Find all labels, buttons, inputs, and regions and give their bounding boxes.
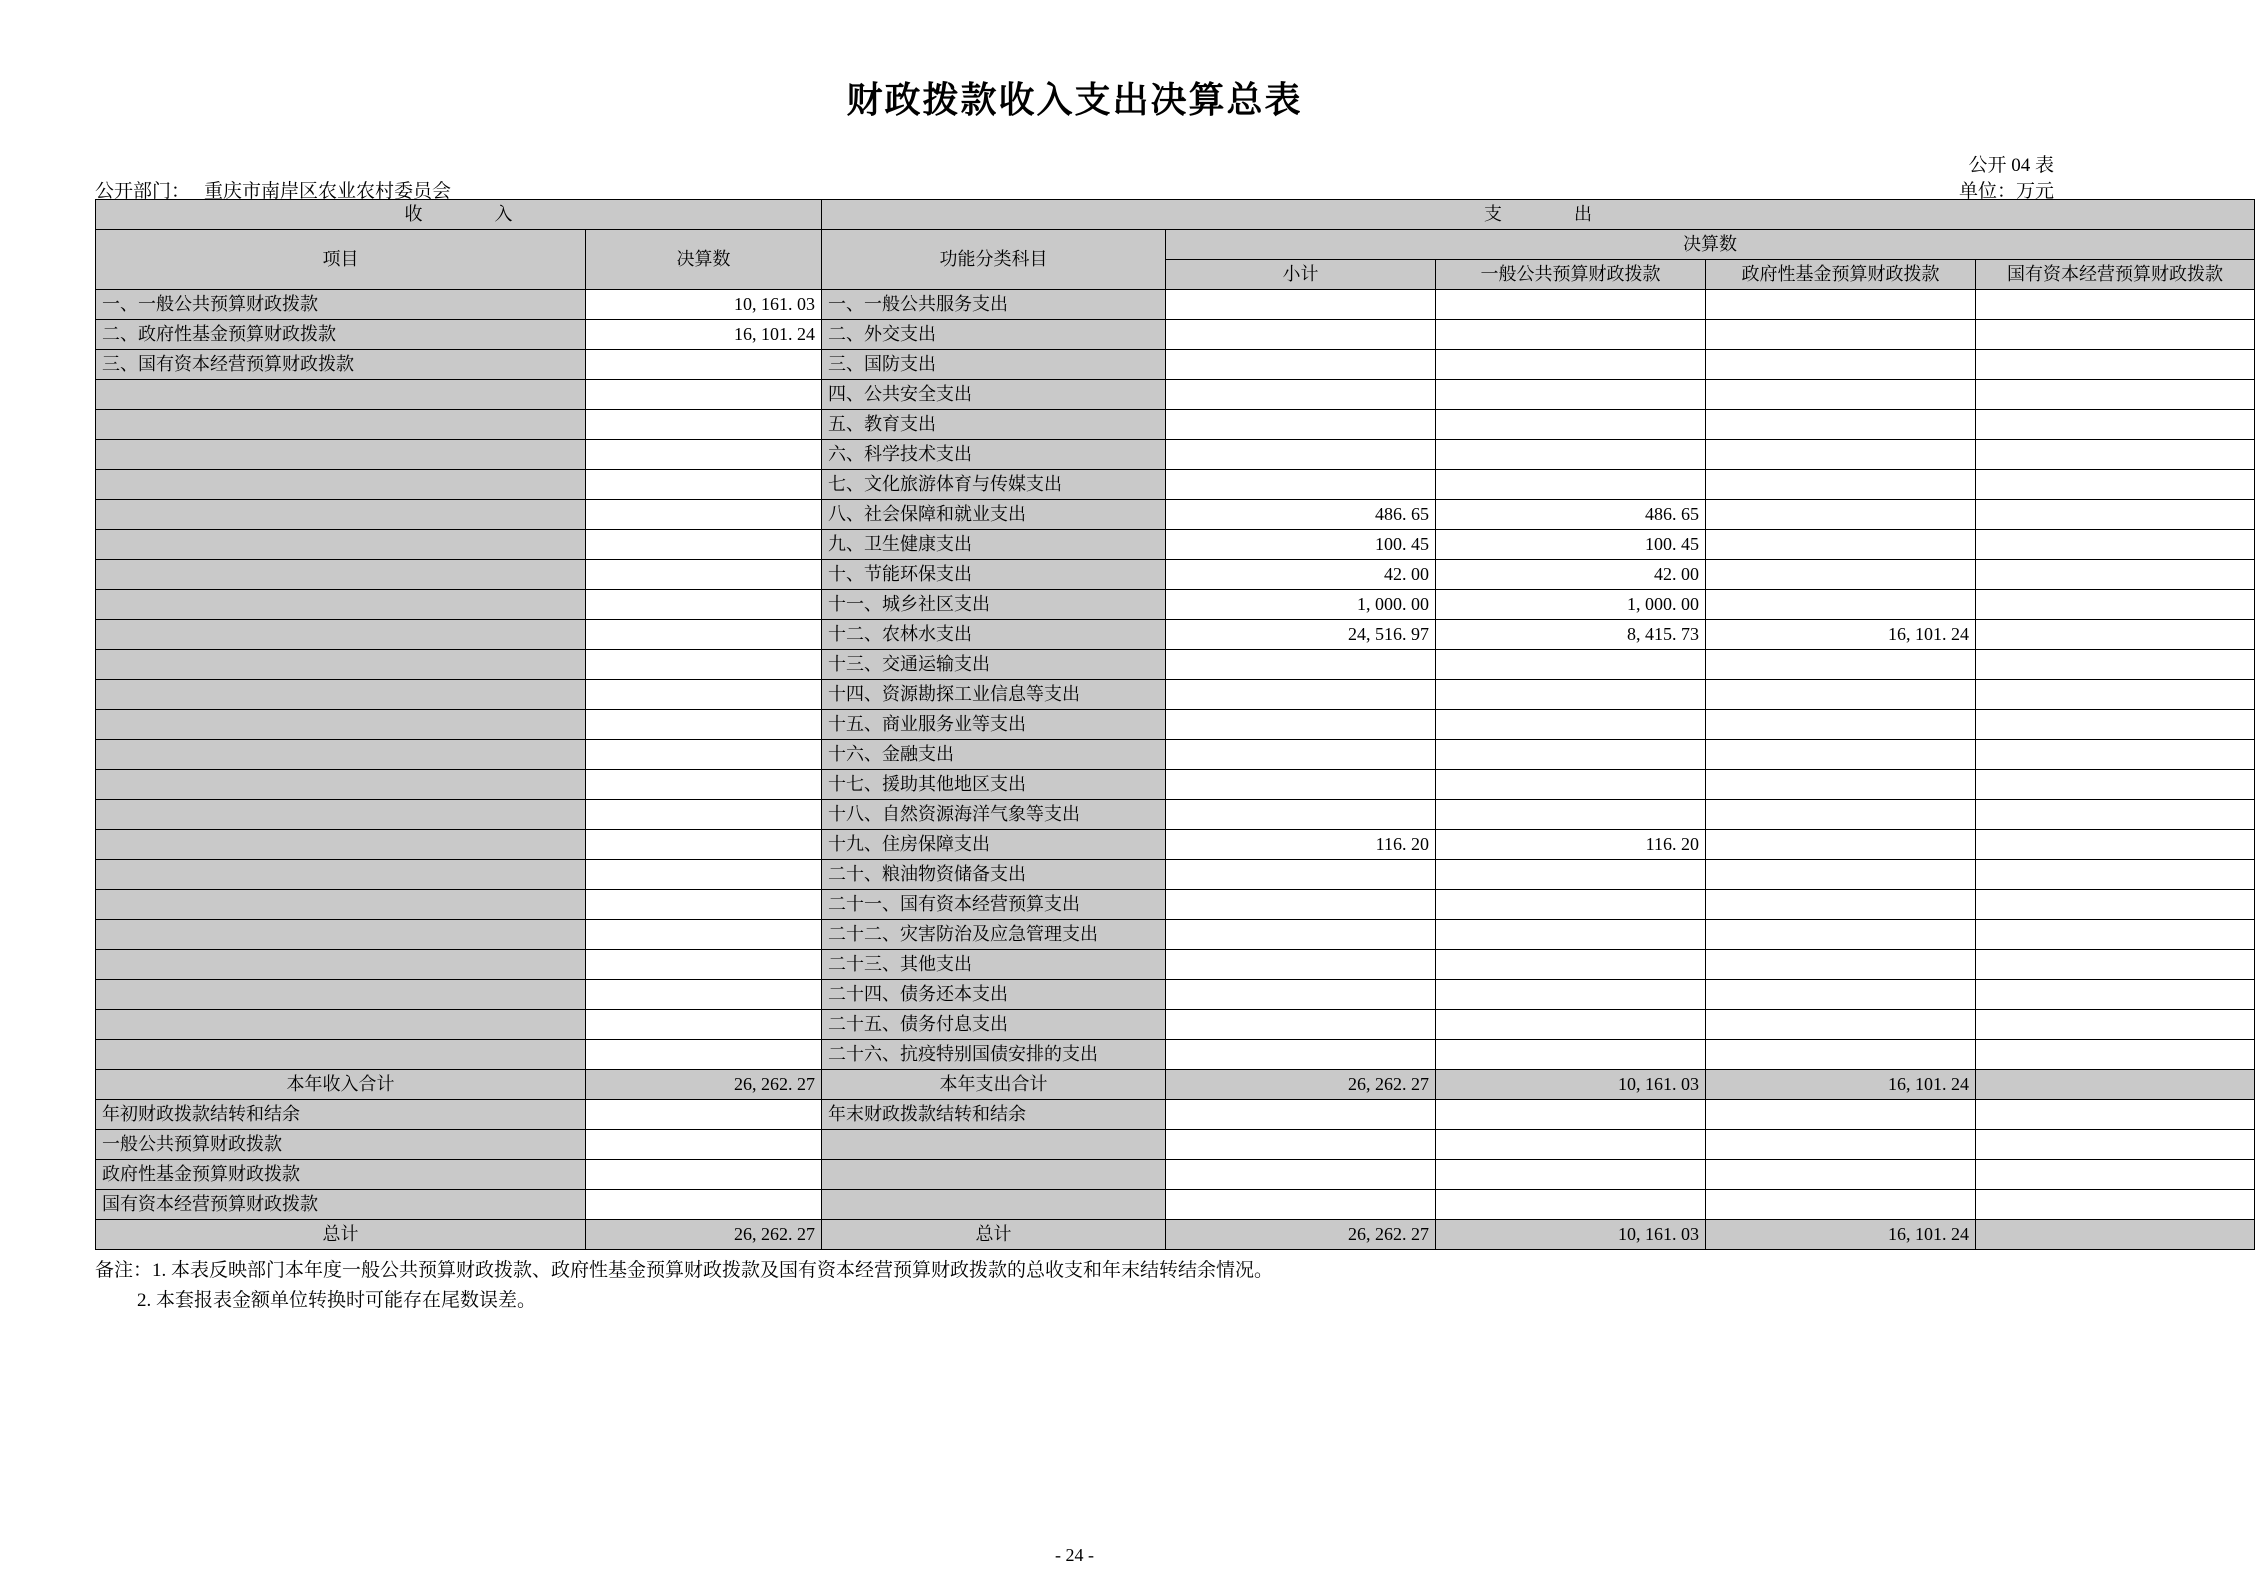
summary-fund-value: 16, 101. 24 [1706,1220,1976,1250]
expense-subtotal-value: 42. 00 [1166,560,1436,590]
expense-item-label: 十一、城乡社区支出 [822,590,1166,620]
summary-income-value [586,1190,822,1220]
expense-general-value [1436,380,1706,410]
summary-row [96,1130,2255,1160]
expense-fund-value [1706,740,1976,770]
unit-label: 单位：万元 [1958,181,2054,202]
summary-row [96,1190,2255,1220]
expense-general-value [1436,890,1706,920]
income-item-label [96,1010,586,1040]
expense-item-label: 七、文化旅游体育与传媒支出 [822,470,1166,500]
table-row [96,530,2255,560]
expense-fund-value [1706,470,1976,500]
document-page [0,72,2223,1592]
summary-income-value: 26, 262. 27 [586,1070,822,1100]
page-title: 财政拨款收入支出决算总表 [846,80,1303,120]
table-row [96,830,2255,860]
expense-fund-value [1706,830,1976,860]
income-item-value [586,770,822,800]
summary-income-label: 国有资本经营预算财政拨款 [96,1190,586,1220]
income-item-label [96,590,586,620]
expense-general-value [1436,950,1706,980]
expense-capital-value [1976,890,2255,920]
income-item-value [586,800,822,830]
table-row [96,410,2255,440]
expense-subtotal-value [1166,290,1436,320]
summary-capital-value [1976,1160,2255,1190]
expense-capital-value [1976,590,2255,620]
income-item-value [586,980,822,1010]
table-body [96,290,2255,1250]
income-item-value [586,680,822,710]
expense-fund-value [1706,590,1976,620]
summary-fund-value [1706,1190,1976,1220]
expense-item-label: 十六、金融支出 [822,740,1166,770]
expense-subtotal-value [1166,890,1436,920]
income-item-label: 三、国有资本经营预算财政拨款 [96,350,586,380]
expense-fund-value [1706,680,1976,710]
income-item-value: 16, 101. 24 [586,320,822,350]
expense-general-value [1436,770,1706,800]
expense-subtotal-value [1166,920,1436,950]
summary-capital-value [1976,1190,2255,1220]
summary-general-value [1436,1190,1706,1220]
income-item-label [96,800,586,830]
summary-subtotal-value [1166,1130,1436,1160]
expense-general-value [1436,920,1706,950]
table-row [96,980,2255,1010]
income-item-value [586,920,822,950]
expense-general-value [1436,860,1706,890]
expense-general-value: 486. 65 [1436,500,1706,530]
summary-general-value: 10, 161. 03 [1436,1070,1706,1100]
expense-subtotal-value [1166,350,1436,380]
table-row [96,710,2255,740]
income-item-label [96,740,586,770]
expense-fund-value [1706,950,1976,980]
income-item-label [96,830,586,860]
income-item-value [586,1040,822,1070]
expense-general-value [1436,1040,1706,1070]
expense-fund-value [1706,290,1976,320]
summary-subtotal-value [1166,1100,1436,1130]
table-notes [95,1256,2054,1316]
expense-item-label: 十七、援助其他地区支出 [822,770,1166,800]
expense-general-value [1436,410,1706,440]
income-item-label [96,500,586,530]
expense-capital-value [1976,620,2255,650]
expense-general-value: 116. 20 [1436,830,1706,860]
expense-capital-value [1976,440,2255,470]
summary-income-value [586,1130,822,1160]
income-item-label [96,440,586,470]
expense-subtotal-value [1166,950,1436,980]
expense-capital-value [1976,830,2255,860]
expense-general-value [1436,800,1706,830]
expense-general-value [1436,440,1706,470]
table-row [96,320,2255,350]
income-item-label [96,560,586,590]
header-expense-final: 决算数 [1166,230,2255,260]
expense-item-label: 八、社会保障和就业支出 [822,500,1166,530]
summary-income-label: 本年收入合计 [96,1070,586,1100]
expense-item-label: 六、科学技术支出 [822,440,1166,470]
expense-fund-value [1706,980,1976,1010]
summary-capital-value [1976,1130,2255,1160]
expense-fund-value [1706,710,1976,740]
table-row [96,380,2255,410]
note-line-2: 2. 本套报表金额单位转换时可能存在尾数误差。 [137,1290,537,1311]
income-item-label [96,470,586,500]
header-income-final: 决算数 [586,230,822,290]
summary-row [96,1160,2255,1190]
expense-capital-value [1976,1010,2255,1040]
expense-general-value [1436,650,1706,680]
table-row [96,740,2255,770]
expense-general-value [1436,740,1706,770]
expense-fund-value [1706,1040,1976,1070]
expense-capital-value [1976,1040,2255,1070]
expense-capital-value [1976,560,2255,590]
expense-subtotal-value [1166,740,1436,770]
expense-general-value [1436,350,1706,380]
note-line-1: 备注：1. 本表反映部门本年度一般公共预算财政拨款、政府性基金预算财政拨款及国有资本经营预算财政拨款的总收支和年末结转结余情况。 [95,1260,1274,1281]
summary-subtotal-value: 26, 262. 27 [1166,1220,1436,1250]
summary-capital-value [1976,1100,2255,1130]
expense-fund-value [1706,650,1976,680]
table-row [96,290,2255,320]
expense-capital-value [1976,770,2255,800]
department-label: 公开部门： [95,181,191,202]
table-row [96,680,2255,710]
expense-fund-value: 16, 101. 24 [1706,620,1976,650]
table-row [96,1010,2255,1040]
expense-item-label: 十三、交通运输支出 [822,650,1166,680]
summary-fund-value [1706,1130,1976,1160]
expense-subtotal-value [1166,380,1436,410]
header-state-capital: 国有资本经营预算财政拨款 [1976,260,2255,290]
summary-row [96,1070,2255,1100]
income-item-label [96,770,586,800]
expense-subtotal-value [1166,1010,1436,1040]
summary-expense-label: 总计 [822,1220,1166,1250]
expense-capital-value [1976,470,2255,500]
header-income-group: 收 入 [96,200,822,230]
summary-capital-value [1976,1220,2255,1250]
expense-fund-value [1706,440,1976,470]
table-row [96,470,2255,500]
expense-subtotal-value: 116. 20 [1166,830,1436,860]
table-row [96,950,2255,980]
expense-general-value [1436,290,1706,320]
income-item-label [96,620,586,650]
income-item-value [586,440,822,470]
expense-subtotal-value [1166,440,1436,470]
income-item-label [96,1040,586,1070]
expense-item-label: 十、节能环保支出 [822,560,1166,590]
expense-general-value [1436,680,1706,710]
summary-income-label: 政府性基金预算财政拨款 [96,1160,586,1190]
income-item-value [586,890,822,920]
expense-capital-value [1976,980,2255,1010]
expense-fund-value [1706,800,1976,830]
expense-subtotal-value [1166,980,1436,1010]
income-item-value [586,830,822,860]
expense-fund-value [1706,380,1976,410]
table-row [96,890,2255,920]
summary-income-label: 总计 [96,1220,586,1250]
expense-fund-value [1706,320,1976,350]
expense-subtotal-value [1166,770,1436,800]
expense-subtotal-value [1166,470,1436,500]
table-row [96,920,2255,950]
meta-block [95,153,2054,202]
summary-subtotal-value [1166,1190,1436,1220]
income-item-value: 10, 161. 03 [586,290,822,320]
summary-expense-label [822,1160,1166,1190]
header-general-public: 一般公共预算财政拨款 [1436,260,1706,290]
income-item-label [96,680,586,710]
header-gov-fund: 政府性基金预算财政拨款 [1706,260,1976,290]
expense-capital-value [1976,710,2255,740]
expense-fund-value [1706,530,1976,560]
expense-general-value: 100. 45 [1436,530,1706,560]
header-subtotal: 小计 [1166,260,1436,290]
expense-general-value: 42. 00 [1436,560,1706,590]
expense-subtotal-value [1166,650,1436,680]
expense-capital-value [1976,410,2255,440]
income-item-value [586,350,822,380]
expense-capital-value [1976,320,2255,350]
summary-income-value [586,1100,822,1130]
income-item-label [96,980,586,1010]
summary-subtotal-value [1166,1160,1436,1190]
expense-capital-value [1976,800,2255,830]
income-item-value [586,710,822,740]
expense-item-label: 二十一、国有资本经营预算支出 [822,890,1166,920]
income-item-label [96,380,586,410]
table-row [96,620,2255,650]
expense-item-label: 二十、粮油物资储备支出 [822,860,1166,890]
summary-expense-label: 本年支出合计 [822,1070,1166,1100]
expense-item-label: 十八、自然资源海洋气象等支出 [822,800,1166,830]
income-item-value [586,500,822,530]
expense-item-label: 二十五、债务付息支出 [822,1010,1166,1040]
expense-item-label: 十四、资源勘探工业信息等支出 [822,680,1166,710]
budget-table [95,199,2255,1250]
expense-capital-value [1976,650,2255,680]
table-row [96,770,2255,800]
expense-general-value [1436,470,1706,500]
expense-fund-value [1706,1010,1976,1040]
expense-capital-value [1976,530,2255,560]
table-row [96,1040,2255,1070]
income-item-value [586,410,822,440]
expense-subtotal-value [1166,710,1436,740]
summary-general-value: 10, 161. 03 [1436,1220,1706,1250]
income-item-value [586,740,822,770]
income-item-label [96,860,586,890]
expense-item-label: 九、卫生健康支出 [822,530,1166,560]
table-row [96,860,2255,890]
expense-item-label: 二十六、抗疫特别国债安排的支出 [822,1040,1166,1070]
summary-income-label: 年初财政拨款结转和结余 [96,1100,586,1130]
income-item-label [96,950,586,980]
expense-fund-value [1706,410,1976,440]
income-item-value [586,650,822,680]
header-function-category: 功能分类科目 [822,230,1166,290]
expense-item-label: 十二、农林水支出 [822,620,1166,650]
summary-fund-value [1706,1100,1976,1130]
expense-subtotal-value: 100. 45 [1166,530,1436,560]
table-row [96,500,2255,530]
income-item-label [96,410,586,440]
income-item-value [586,470,822,500]
expense-general-value: 8, 415. 73 [1436,620,1706,650]
expense-capital-value [1976,860,2255,890]
summary-general-value [1436,1130,1706,1160]
summary-expense-label: 年末财政拨款结转和结余 [822,1100,1166,1130]
expense-general-value [1436,980,1706,1010]
summary-fund-value: 16, 101. 24 [1706,1070,1976,1100]
expense-capital-value [1976,290,2255,320]
expense-item-label: 四、公共安全支出 [822,380,1166,410]
summary-general-value [1436,1100,1706,1130]
income-item-value [586,530,822,560]
expense-subtotal-value [1166,320,1436,350]
header-expense-group: 支 出 [822,200,2255,230]
income-item-value [586,860,822,890]
table-header [96,200,2255,290]
income-item-label [96,530,586,560]
income-item-label: 二、政府性基金预算财政拨款 [96,320,586,350]
income-item-value [586,590,822,620]
expense-fund-value [1706,770,1976,800]
form-number: 公开 04 表 [1968,155,2054,176]
table-row [96,650,2255,680]
header-item: 项目 [96,230,586,290]
income-item-value [586,620,822,650]
summary-fund-value [1706,1160,1976,1190]
expense-fund-value [1706,890,1976,920]
expense-item-label: 二十二、灾害防治及应急管理支出 [822,920,1166,950]
expense-subtotal-value [1166,680,1436,710]
expense-item-label: 五、教育支出 [822,410,1166,440]
expense-item-label: 一、一般公共服务支出 [822,290,1166,320]
summary-capital-value [1976,1070,2255,1100]
expense-general-value: 1, 000. 00 [1436,590,1706,620]
table-row [96,800,2255,830]
expense-subtotal-value [1166,860,1436,890]
table-row [96,590,2255,620]
summary-income-value [586,1160,822,1190]
expense-item-label: 二十三、其他支出 [822,950,1166,980]
income-item-label [96,920,586,950]
expense-subtotal-value: 486. 65 [1166,500,1436,530]
expense-fund-value [1706,500,1976,530]
expense-item-label: 十五、商业服务业等支出 [822,710,1166,740]
department-line [95,179,451,205]
expense-subtotal-value [1166,800,1436,830]
expense-capital-value [1976,380,2255,410]
income-item-value [586,1010,822,1040]
income-item-value [586,560,822,590]
expense-item-label: 十九、住房保障支出 [822,830,1166,860]
expense-capital-value [1976,680,2255,710]
summary-row [96,1100,2255,1130]
expense-capital-value [1976,500,2255,530]
expense-subtotal-value [1166,1040,1436,1070]
income-item-label: 一、一般公共预算财政拨款 [96,290,586,320]
expense-item-label: 三、国防支出 [822,350,1166,380]
expense-item-label: 二、外交支出 [822,320,1166,350]
department-name: 重庆市南岸区农业农村委员会 [204,181,452,202]
summary-subtotal-value: 26, 262. 27 [1166,1070,1436,1100]
header-row-subgroups [96,230,2255,260]
summary-expense-label [822,1130,1166,1160]
income-item-label [96,650,586,680]
income-item-value [586,380,822,410]
expense-capital-value [1976,950,2255,980]
table-row [96,350,2255,380]
expense-fund-value [1706,920,1976,950]
expense-fund-value [1706,860,1976,890]
income-item-label [96,710,586,740]
expense-capital-value [1976,350,2255,380]
table-row [96,440,2255,470]
expense-item-label: 二十四、债务还本支出 [822,980,1166,1010]
expense-general-value [1436,710,1706,740]
summary-income-value: 26, 262. 27 [586,1220,822,1250]
summary-general-value [1436,1160,1706,1190]
expense-subtotal-value: 1, 000. 00 [1166,590,1436,620]
page-footer: - 24 - [1055,1545,1094,1565]
expense-general-value [1436,320,1706,350]
expense-capital-value [1976,740,2255,770]
expense-capital-value [1976,920,2255,950]
income-item-value [586,950,822,980]
expense-general-value [1436,1010,1706,1040]
summary-income-label: 一般公共预算财政拨款 [96,1130,586,1160]
expense-fund-value [1706,350,1976,380]
expense-subtotal-value: 24, 516. 97 [1166,620,1436,650]
income-item-label [96,890,586,920]
table-row [96,560,2255,590]
summary-expense-label [822,1190,1166,1220]
summary-row [96,1220,2255,1250]
expense-subtotal-value [1166,410,1436,440]
expense-fund-value [1706,560,1976,590]
